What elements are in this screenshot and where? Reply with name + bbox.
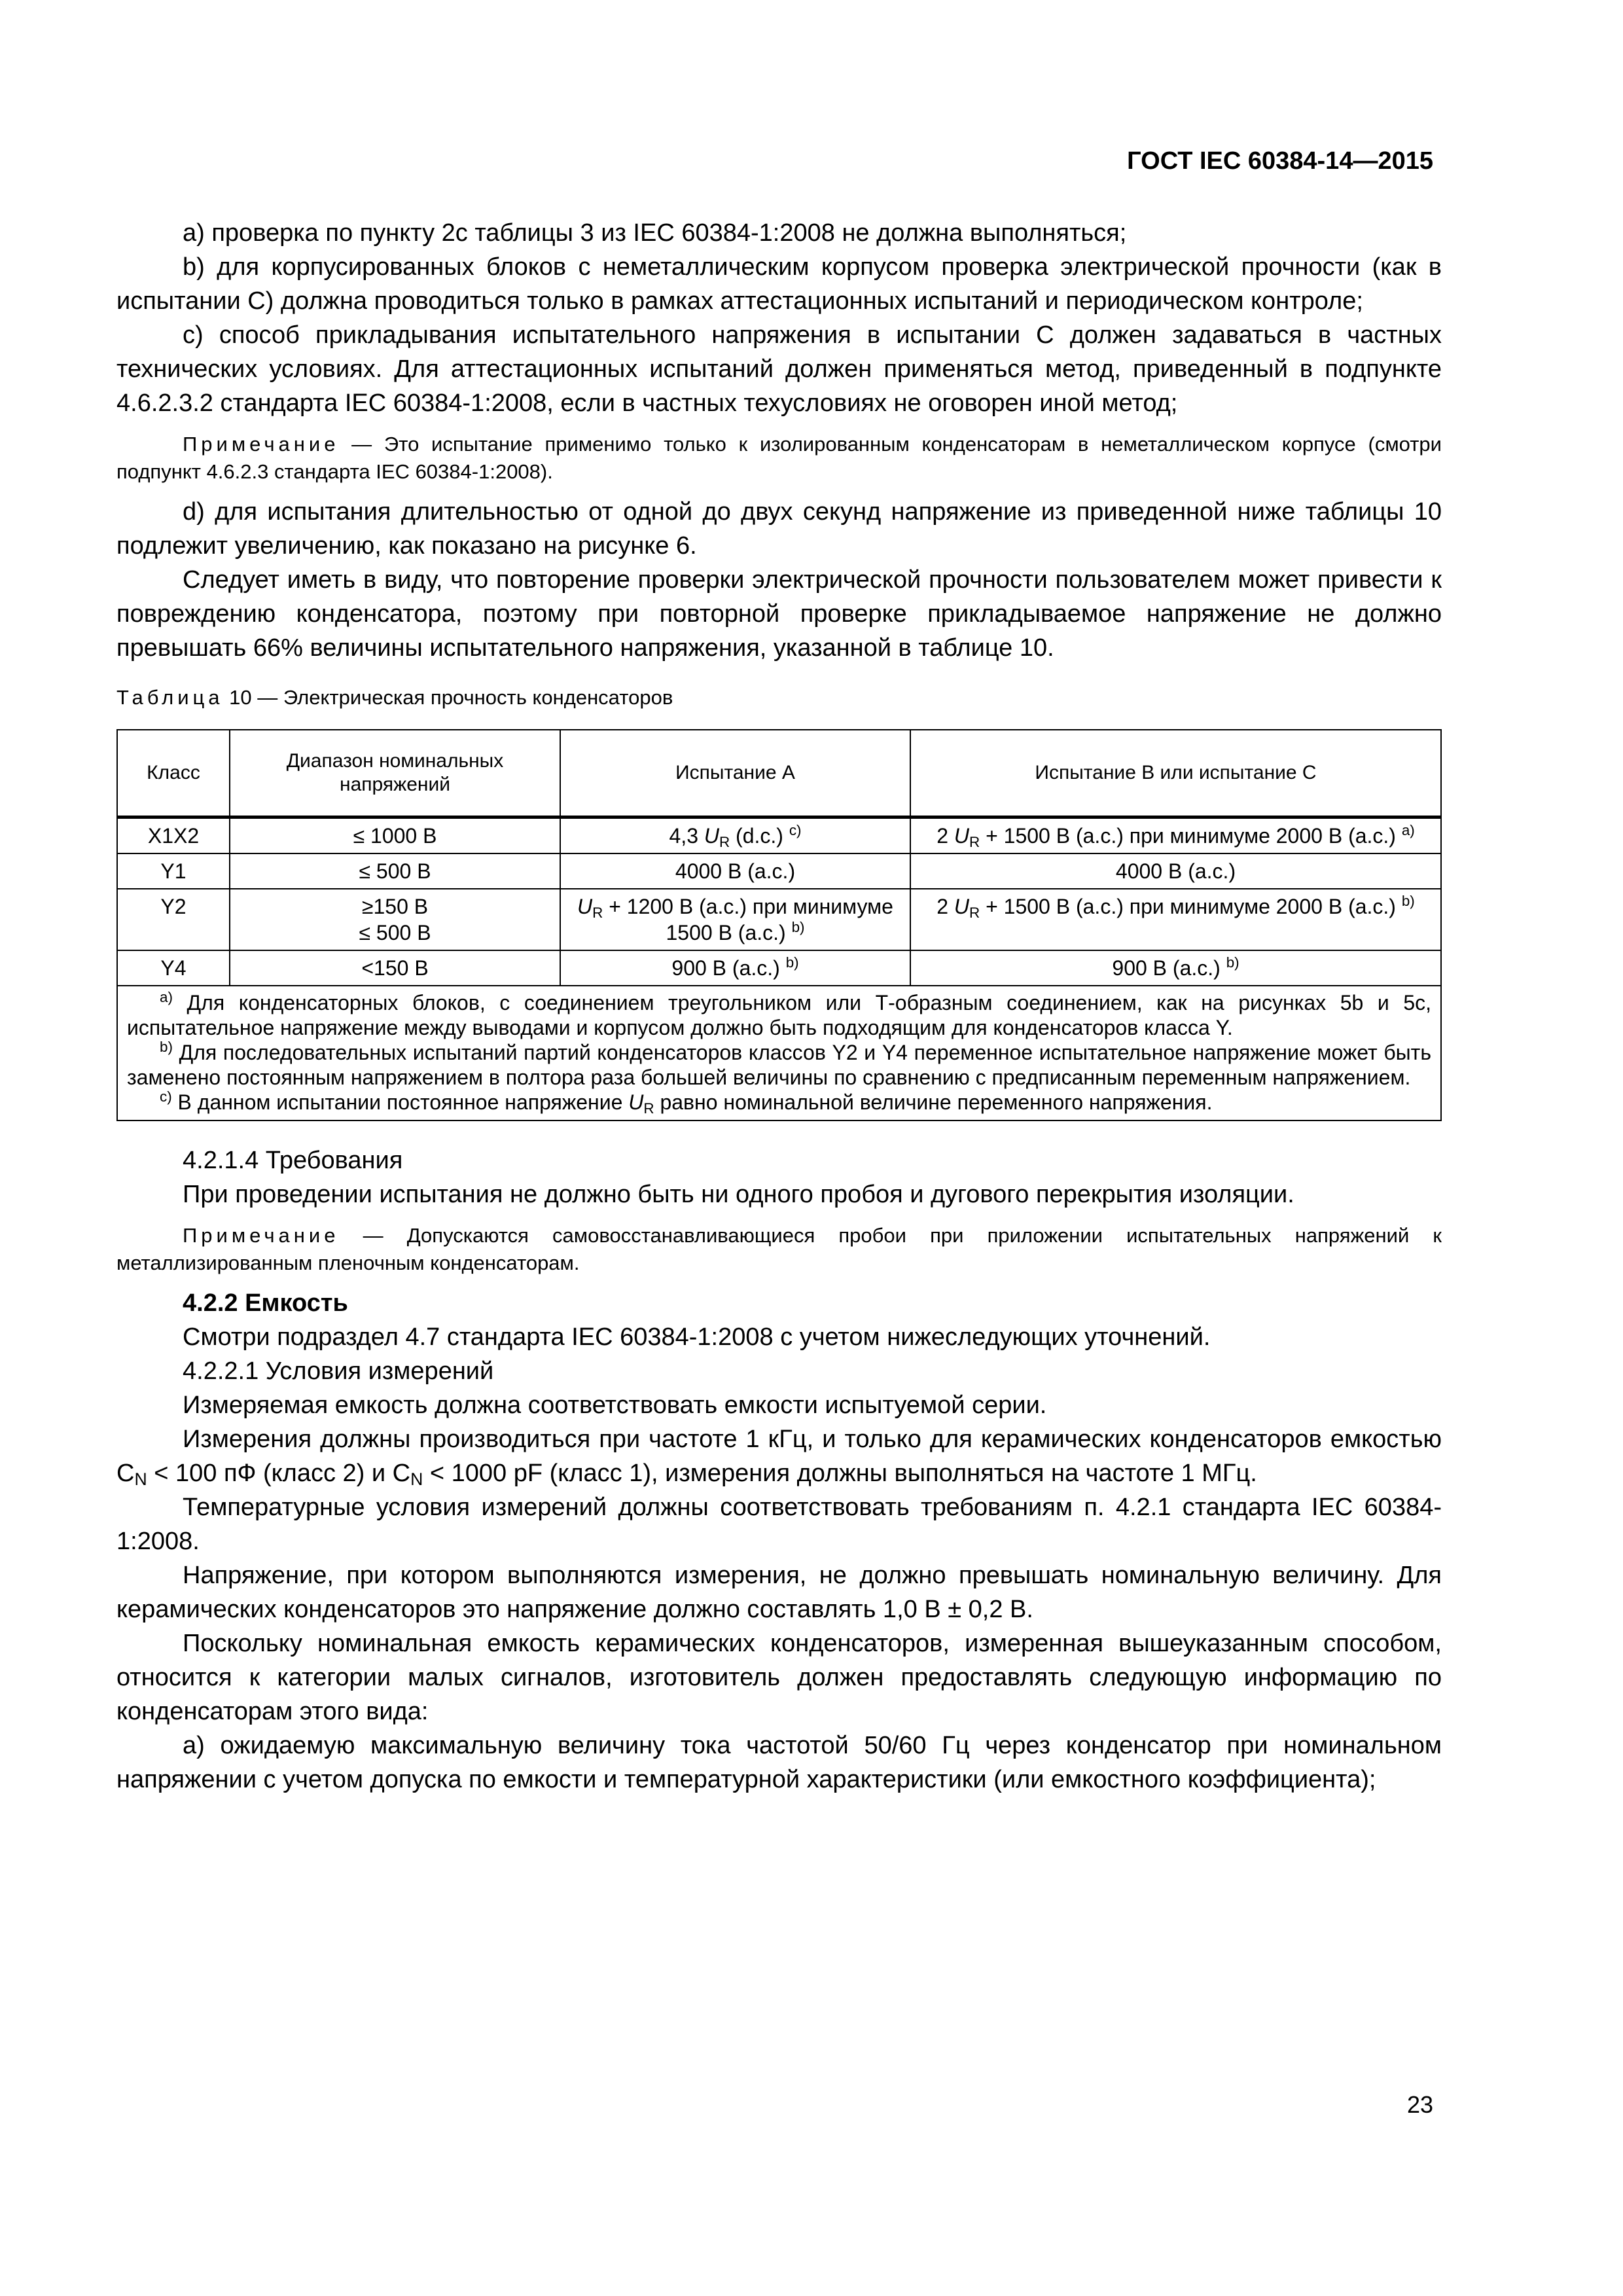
footnote-ref: b) (791, 919, 805, 935)
text: 900 В (а.с.) (1112, 956, 1226, 980)
section-4221-p6: а) ожидаемую максимальную величину тока частотой 50/60 Гц через конденсатор при номинальном напряжении с учетом допуска по емкости и температурной характеристики (или емкостного коэффициента); (116, 1732, 1442, 1793)
footnote-ref: a) (1401, 822, 1415, 838)
header-test-bc: Испытание В или испытание С (910, 730, 1441, 817)
text: + 1200 В (а.с.) при минимуме 1500 В (а.с.) (603, 895, 893, 944)
footnote-text: равно номинальной величине переменного напряжения. (654, 1090, 1213, 1114)
footnote-text: В данном испытании постоянное напряжение (171, 1090, 629, 1114)
cell-range: ≤ 500 В (230, 853, 560, 889)
table-caption (116, 686, 1442, 709)
note-text: — Это испытание применимо только к изолированным конденсаторам в неметаллическом корпусе (смотри подпункт 4.6.2.3 стандарта IEC 60384-1:2008). (116, 433, 1442, 483)
section-4221-p3: Температурные условия измерений должны соответствовать требованиям п. 4.2.1 стандарта IEC 60384-1:2008. (116, 1494, 1442, 1555)
subscript: N (410, 1469, 423, 1489)
footnote-ref: b) (1401, 893, 1415, 909)
section-4214-title: 4.2.1.4 Требования (183, 1147, 403, 1174)
note-1 (116, 431, 1442, 486)
subscript: R (719, 834, 730, 850)
text: + 1500 В (а.с.) при минимуме 2000 В (а.с.) (980, 824, 1402, 848)
footnote-ref: c) (789, 822, 802, 838)
section-4221-p5: Поскольку номинальная емкость керамических конденсаторов, измеренная вышеуказанным способом, относится к категории малых сигналов, изготовитель должен предоставлять следующую информацию по конденсаторам этого вида: (116, 1630, 1442, 1725)
cell-test-bc (910, 950, 1441, 986)
range-line: ≥150 В (361, 895, 429, 918)
document-header: ГОСТ IEC 60384-14—2015 (1127, 147, 1433, 175)
range-line: ≤ 500 В (359, 921, 431, 944)
footnote-mark: a) (160, 989, 173, 1005)
cell-test-bc: 4000 В (а.с.) (910, 853, 1441, 889)
footnote-ref: b) (785, 954, 799, 971)
footnote-ref: b) (1226, 954, 1240, 971)
table-caption-label: Таблица (116, 686, 224, 709)
text: (d.c.) (730, 824, 789, 848)
table-footnotes-row (117, 986, 1441, 1121)
text: 2 (936, 824, 954, 848)
text: < 100 пФ (класс 2) и С (147, 1460, 411, 1487)
cell-class: Y2 (117, 889, 230, 950)
footnote-c (127, 1090, 1431, 1115)
cell-test-a: 4000 В (а.с.) (560, 853, 910, 889)
symbol-u: U (628, 1090, 644, 1114)
paragraph-a: а) проверка по пункту 2с таблицы 3 из IEC 60384-1:2008 не должна выполняться; (183, 219, 1127, 247)
page-content (116, 216, 1442, 1797)
header-range: Диапазон номинальных напряжений (230, 730, 560, 817)
paragraph-b: b) для корпусированных блоков с неметаллическим корпусом проверка электрической прочности (как в испытании С) должна проводиться только в рамках аттестационных испытаний и периодическом контроле; (116, 253, 1442, 315)
text: Измерения должны производиться при частоте 1 кГц, и только для керамических конденсаторов емкостью С (116, 1426, 1442, 1487)
note-2 (116, 1222, 1442, 1277)
paragraph-c: с) способ прикладывания испытательного напряжения в испытании С должен задаваться в частных технических условиях. Для аттестационных испытаний должен применяться метод, приведенный в подпункте 4.6.2.3.2 стандарта IEC 60384-1:2008, если в частных техусловиях не оговорен иной метод; (116, 321, 1442, 417)
footnote-b (127, 1040, 1431, 1090)
subscript: R (969, 905, 980, 921)
symbol-u: U (954, 895, 970, 918)
subscript: N (134, 1469, 147, 1489)
subscript: R (643, 1100, 654, 1117)
section-4221-p2 (116, 1422, 1442, 1490)
paragraph-warning: Следует иметь в виду, что повторение проверки электрической прочности пользователем может привести к повреждению конденсатора, поэтому при повторной проверке прикладываемое напряжение не должно превышать 66% величины испытательного напряжения, указанной в таблице 10. (116, 566, 1442, 662)
table-footnotes (117, 986, 1441, 1121)
table-10 (116, 729, 1442, 1121)
text: 900 В (а.с.) (671, 956, 786, 980)
text: 4,3 (669, 824, 704, 848)
footnote-text: Для конденсаторных блоков, с соединением треугольником или Т-образным соединением, как на рисунках 5b и 5c, испытательное напряжение между выводами и корпусом должно быть подходящим для конденсаторов класса Y. (127, 991, 1431, 1039)
text: < 1000 pF (класс 1), измерения должны выполняться на частоте 1 МГц. (423, 1460, 1257, 1487)
note-label: Примечание (183, 1224, 340, 1247)
symbol-u: U (577, 895, 593, 918)
section-422-text: Смотри подраздел 4.7 стандарта IEC 60384-1:2008 с учетом нижеследующих уточнений. (183, 1323, 1211, 1351)
section-4221-p1: Измеряемая емкость должна соответствовать емкости испытуемой серии. (183, 1391, 1047, 1419)
section-4221-title: 4.2.2.1 Условия измерений (183, 1357, 494, 1385)
cell-range (230, 889, 560, 950)
cell-class: Y4 (117, 950, 230, 986)
section-4221-p4: Напряжение, при котором выполняются измерения, не должно превышать номинальную величину. Для керамических конденсаторов это напряжение должно составлять 1,0 В ± 0,2 В. (116, 1562, 1442, 1623)
cell-class: Y1 (117, 853, 230, 889)
table-row (117, 853, 1441, 889)
table-row (117, 889, 1441, 950)
cell-test-bc (910, 889, 1441, 950)
section-4214-text: При проведении испытания не должно быть ни одного пробоя и дугового перекрытия изоляции. (183, 1181, 1294, 1208)
symbol-u: U (704, 824, 719, 848)
cell-range: <150 В (230, 950, 560, 986)
footnote-mark: c) (160, 1088, 172, 1105)
cell-test-bc (910, 817, 1441, 854)
header-class: Класс (117, 730, 230, 817)
text: 2 (936, 895, 954, 918)
text: + 1500 В (а.с.) при минимуме 2000 В (а.с.) (980, 895, 1402, 918)
section-422-title: 4.2.2 Емкость (183, 1289, 348, 1317)
cell-test-a (560, 889, 910, 950)
cell-class: X1X2 (117, 817, 230, 854)
footnote-text: Для последовательных испытаний партий конденсаторов классов Y2 и Y4 переменное испытательное напряжение может быть заменено постоянным напряжением в полтора раза большей величины по сравнению с предписанным переменным напряжением. (127, 1041, 1431, 1089)
cell-test-a (560, 950, 910, 986)
cell-test-a (560, 817, 910, 854)
footnote-mark: b) (160, 1039, 173, 1055)
page-number: 23 (1406, 2091, 1433, 2118)
subscript: R (592, 905, 603, 921)
note-label: Примечание (183, 433, 340, 456)
cell-range: ≤ 1000 В (230, 817, 560, 854)
footnote-a (127, 990, 1431, 1040)
table-row (117, 817, 1441, 854)
note-text: — Допускаются самовосстанавливающиеся пробои при приложении испытательных напряжений к металлизированным пленочным конденсаторам. (116, 1224, 1442, 1274)
table-row (117, 950, 1441, 986)
symbol-u: U (954, 824, 970, 848)
table-caption-text: 10 — Электрическая прочность конденсаторов (223, 686, 673, 709)
header-test-a: Испытание А (560, 730, 910, 817)
subscript: R (969, 834, 980, 850)
table-header-row (117, 730, 1441, 817)
paragraph-d: d) для испытания длительностью от одной до двух секунд напряжение из приведенной ниже таблицы 10 подлежит увеличению, как показано на рисунке 6. (116, 498, 1442, 560)
